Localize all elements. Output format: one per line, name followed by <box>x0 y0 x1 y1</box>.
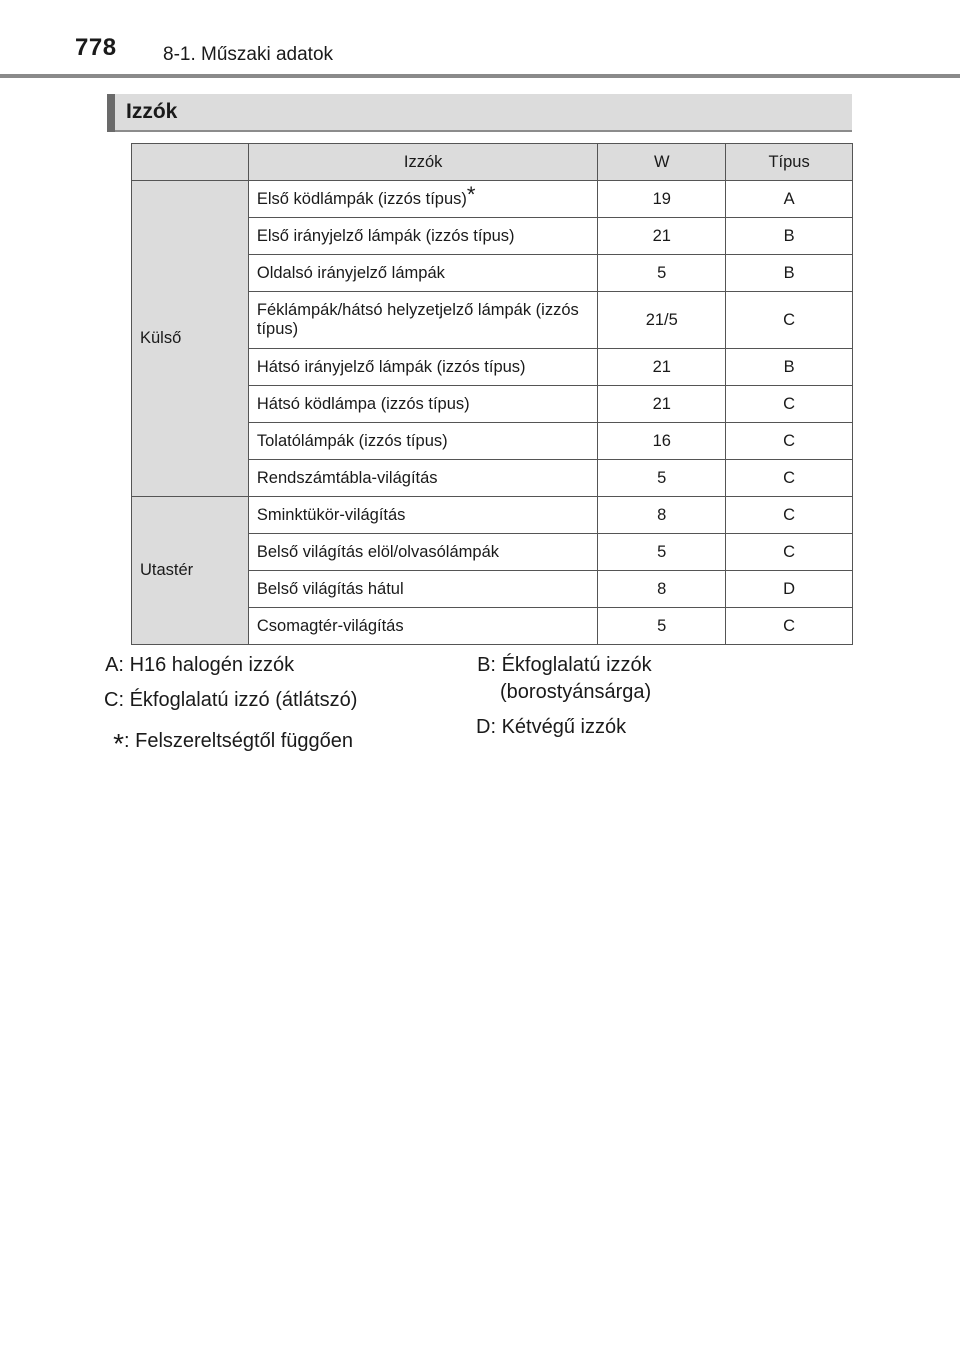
legend-key: A: <box>105 654 124 676</box>
bulb-watt: 21 <box>598 386 726 423</box>
table-row <box>132 181 853 218</box>
legend-text-continued: (borostyánsárga) <box>500 681 652 703</box>
table-row <box>132 497 853 534</box>
bulb-type: C <box>726 460 853 497</box>
page-header <box>0 0 960 80</box>
bulb-type: B <box>726 218 853 255</box>
legend-item-star <box>100 724 354 759</box>
bulb-name: Első irányjelző lámpák (izzós típus) <box>248 218 597 255</box>
group-label-interior: Utastér <box>132 497 249 645</box>
legend-key <box>100 724 124 759</box>
bulb-type: C <box>726 386 853 423</box>
bulb-watt: 5 <box>598 460 726 497</box>
legend-item-d <box>472 714 626 741</box>
header-divider <box>0 74 960 78</box>
chapter-title: 8-1. Műszaki adatok <box>163 44 334 65</box>
bulb-watt: 5 <box>598 255 726 292</box>
legend-text: Ékfoglalatú izzók <box>501 654 652 676</box>
section-heading <box>107 94 852 132</box>
bulb-name: Féklámpák/hátsó helyzetjelző lámpák (izzós típus) <box>248 292 597 349</box>
bulb-name: Rendszámtábla-világítás <box>248 460 597 497</box>
legend-item-a <box>100 652 294 679</box>
section-accent <box>107 94 115 132</box>
legend-item-b <box>472 652 652 706</box>
bulb-type: C <box>726 423 853 460</box>
bulb-type: B <box>726 255 853 292</box>
section-title: Izzók <box>126 100 178 123</box>
bulb-type: C <box>726 608 853 645</box>
legend-item-c <box>100 687 357 714</box>
bulb-watt: 16 <box>598 423 726 460</box>
bulb-watt: 21 <box>598 218 726 255</box>
column-header-bulbs: Izzók <box>248 144 597 181</box>
bulb-name <box>248 181 597 218</box>
bulb-watt: 5 <box>598 608 726 645</box>
bulb-name: Hátsó ködlámpa (izzós típus) <box>248 386 597 423</box>
bulb-name: Belső világítás elöl/olvasólámpák <box>248 534 597 571</box>
bulb-type: C <box>726 497 853 534</box>
bulb-type: C <box>726 534 853 571</box>
legend-text: H16 halogén izzók <box>129 654 295 676</box>
bulb-name: Sminktükör-világítás <box>248 497 597 534</box>
table-header-row <box>132 144 853 181</box>
footnote-star: * <box>113 728 124 759</box>
legend-text: Kétvégű izzók <box>501 716 627 738</box>
bulb-watt: 5 <box>598 534 726 571</box>
legend-key: B: <box>477 654 496 676</box>
bulb-watt: 21/5 <box>598 292 726 349</box>
bulb-name: Csomagtér-világítás <box>248 608 597 645</box>
group-label-exterior: Külső <box>132 181 249 497</box>
column-header-group <box>132 144 249 181</box>
bulb-type: D <box>726 571 853 608</box>
legend-key: D: <box>476 716 496 738</box>
bulb-name: Tolatólámpák (izzós típus) <box>248 423 597 460</box>
bulb-name: Hátsó irányjelző lámpák (izzós típus) <box>248 349 597 386</box>
column-header-type: Típus <box>726 144 853 181</box>
legend-key: C: <box>104 689 124 711</box>
footnote-marker: * <box>466 181 476 207</box>
bulb-name: Belső világítás hátul <box>248 571 597 608</box>
bulb-type: A <box>726 181 853 218</box>
bulb-name-text: Első ködlámpák (izzós típus) <box>256 189 467 208</box>
bulb-table <box>131 143 853 645</box>
bulb-watt: 8 <box>598 571 726 608</box>
bulb-name: Oldalsó irányjelző lámpák <box>248 255 597 292</box>
bulb-watt: 19 <box>598 181 726 218</box>
bulb-type: B <box>726 349 853 386</box>
page-number: 778 <box>75 34 117 61</box>
bulb-watt: 8 <box>598 497 726 534</box>
legend-text: : Felszereltségtől függően <box>124 730 354 752</box>
bulb-type: C <box>726 292 853 349</box>
column-header-watt: W <box>598 144 726 181</box>
legend-text: Ékfoglalatú izzó (átlátszó) <box>129 689 358 711</box>
bulb-watt: 21 <box>598 349 726 386</box>
